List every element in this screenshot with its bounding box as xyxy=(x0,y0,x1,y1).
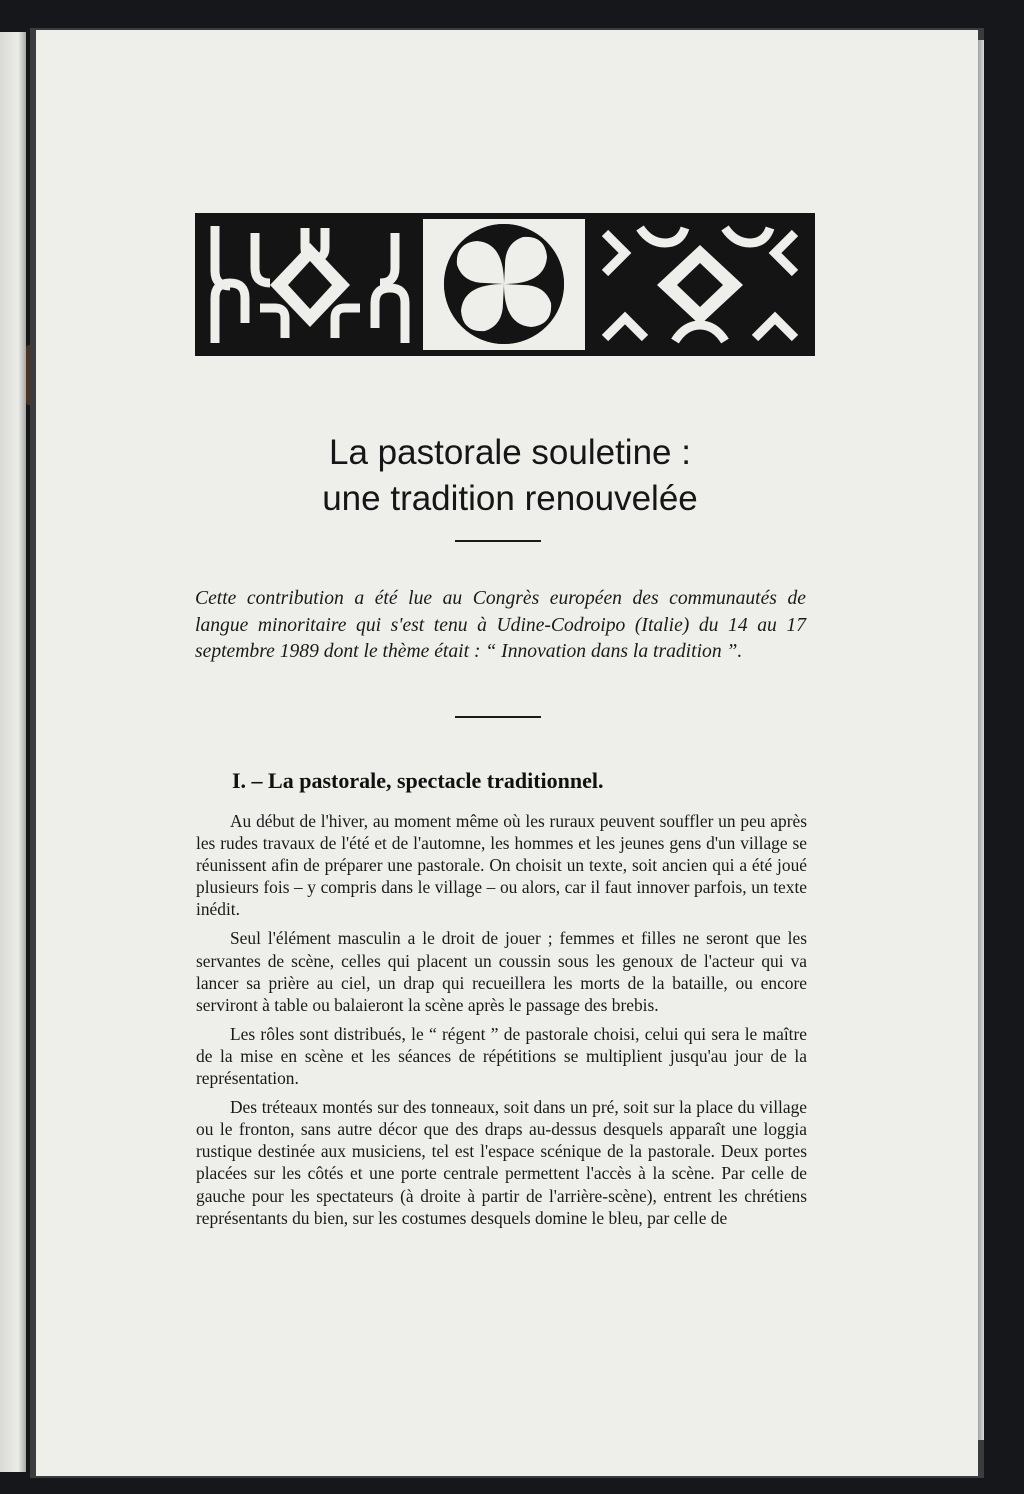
body-text xyxy=(196,810,807,1236)
facing-page-edge xyxy=(0,32,26,1472)
intro-divider xyxy=(455,716,541,718)
paragraph: Des tréteaux montés sur des tonneaux, soit dans un pré, soit sur la place du village ou le fronton, sans autre décor que des draps au-dessus desquels apparaît une loggia rustique destinée aux musiciens, tel est l'espace scénique de la pastorale. Deux portes placées sur les côtés et une porte centrale permettent l'accès à la scène. Par celle de gauche pour les spectateurs (à droite à partir de l'arrière-scène), entrent les chrétiens représentants du bien, sur les costumes desquels domine le bleu, par celle de xyxy=(196,1097,807,1228)
article-title xyxy=(180,430,840,522)
section-heading: I. – La pastorale, spectacle traditionnel. xyxy=(232,768,604,793)
title-line-2: une tradition renouvelée xyxy=(322,479,698,518)
paragraph: Au début de l'hiver, au moment même où les ruraux peuvent souffler un peu après les rudes travaux de l'été et de l'automne, les hommes et les jeunes gens d'un village se réunissent afin de préparer une pastorale. On choisit un texte, soit ancien qui a été joué plusieurs fois – y compris dans le village – ou alors, car il faut innover parfois, un texte inédit. xyxy=(196,811,807,920)
basque-lauburu-ornament-icon xyxy=(195,213,815,356)
paragraph: Les rôles sont distribués, le “ régent ” de pastorale choisi, celui qui sera le maître de la mise en scène et les séances de répétitions se multiplient jusqu'au jour de la représentation. xyxy=(196,1023,807,1089)
title-divider xyxy=(455,540,541,542)
paragraph: Seul l'élément masculin a le droit de jouer ; femmes et filles ne seront que les servantes de scène, celles qui placent un coussin sous les genoux de l'acteur qui va lancer sa prière au ciel, un drap qui recueillera les morts de la bataille, ou encore serviront à table ou balaieront la scène après le passage des brebis. xyxy=(196,928,807,1015)
intro-paragraph: Cette contribution a été lue au Congrès européen des communautés de langue minoritaire qui s'est tenu à Udine-Codroipo (Italie) du 14 au 17 septembre 1989 dont le thème était : “ Innovation dans la tradition ”. xyxy=(195,588,806,662)
title-line-1: La pastorale souletine : xyxy=(329,433,691,472)
